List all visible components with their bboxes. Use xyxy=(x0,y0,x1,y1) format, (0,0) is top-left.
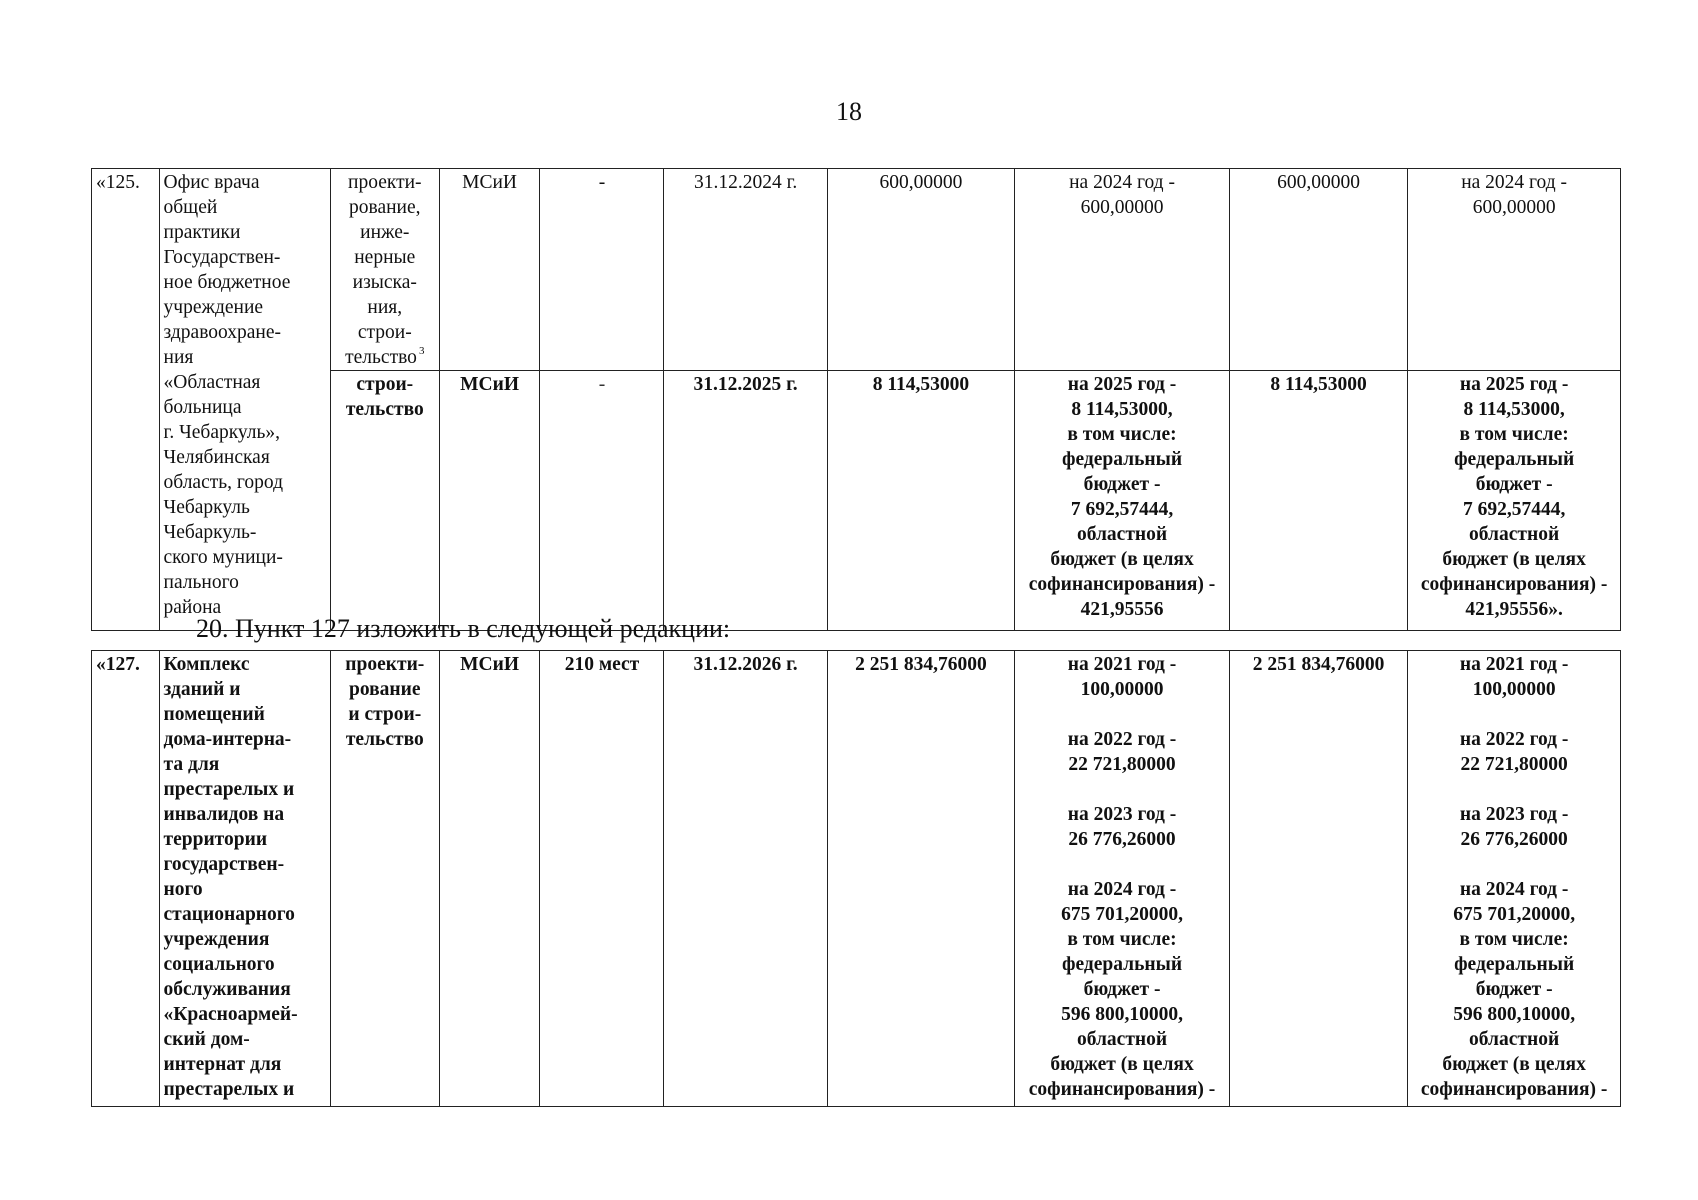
table-item-127 xyxy=(91,650,1621,1107)
table-row xyxy=(92,651,1621,1107)
page-number: 18 xyxy=(836,97,862,126)
financing-by-year: на 2021 год - 100,00000 на 2022 год - 22 721,80000 на 2023 год - 26 776,26000 на 2024 год - 675 701,20000, в том числе: федеральный бюджет - 596 800,10000, областной бюджет (в целях софинансирования) - xyxy=(1015,651,1230,1107)
footnote-mark: 3 xyxy=(418,345,425,357)
capacity: - xyxy=(540,169,664,371)
estimated-cost: 8 114,53000 xyxy=(827,371,1014,631)
capacity: 210 мест xyxy=(540,651,664,1107)
financing-by-year: на 2024 год - 600,00000 xyxy=(1015,169,1230,371)
item-number: «125. xyxy=(92,169,160,631)
limit-by-year: на 2021 год - 100,00000 на 2022 год - 22 721,80000 на 2023 год - 26 776,26000 на 2024 год - 675 701,20000, в том числе: федеральный бюджет - 596 800,10000, областной бюджет (в целях софинансирования) - xyxy=(1408,651,1621,1107)
customer: МСиИ xyxy=(439,651,540,1107)
financing-by-year: на 2025 год - 8 114,53000, в том числе: федеральный бюджет - 7 692,57444, областной бюджет (в целях софинансирования) - 421,95556 xyxy=(1015,371,1230,631)
work-type: строи- тельство xyxy=(330,371,439,631)
object-name: Офис врача общей практики Государствен- ное бюджетное учреждение здравоохране- ния «Областная больница г. Чебаркуль», Челябинская область, город Чебаркуль Чебаркуль- ского муници- пального района xyxy=(159,169,330,631)
object-name: Комплекс зданий и помещений дома-интерна- та для престарелых и инвалидов на территории государствен- ного стационарного учреждения социального обслуживания «Красноармей- ский дом- интернат для престарелых и xyxy=(159,651,330,1107)
estimated-cost: 600,00000 xyxy=(827,169,1014,371)
work-type: проекти- рование и строи- тельство xyxy=(330,651,439,1107)
estimated-cost: 2 251 834,76000 xyxy=(827,651,1014,1107)
budget-limit: 600,00000 xyxy=(1229,169,1407,371)
capacity: - xyxy=(540,371,664,631)
table-row xyxy=(92,169,1621,371)
limit-by-year: на 2025 год - 8 114,53000, в том числе: федеральный бюджет - 7 692,57444, областной бюджет (в целях софинансирования) - 421,95556». xyxy=(1408,371,1621,631)
budget-limit: 2 251 834,76000 xyxy=(1229,651,1407,1107)
deadline: 31.12.2024 г. xyxy=(664,169,827,371)
budget-limit: 8 114,53000 xyxy=(1229,371,1407,631)
deadline: 31.12.2025 г. xyxy=(664,371,827,631)
customer: МСиИ xyxy=(439,169,540,371)
item-number: «127. xyxy=(92,651,160,1107)
limit-by-year: на 2024 год - 600,00000 xyxy=(1408,169,1621,371)
section-heading: 20. Пункт 127 изложить в следующей редакции: xyxy=(196,614,731,643)
customer: МСиИ xyxy=(439,371,540,631)
deadline: 31.12.2026 г. xyxy=(664,651,827,1107)
table-item-125 xyxy=(91,168,1621,631)
work-type: проекти- рование, инже- нерные изыска- ния, строи- тельство $^3$ xyxy=(330,169,439,371)
